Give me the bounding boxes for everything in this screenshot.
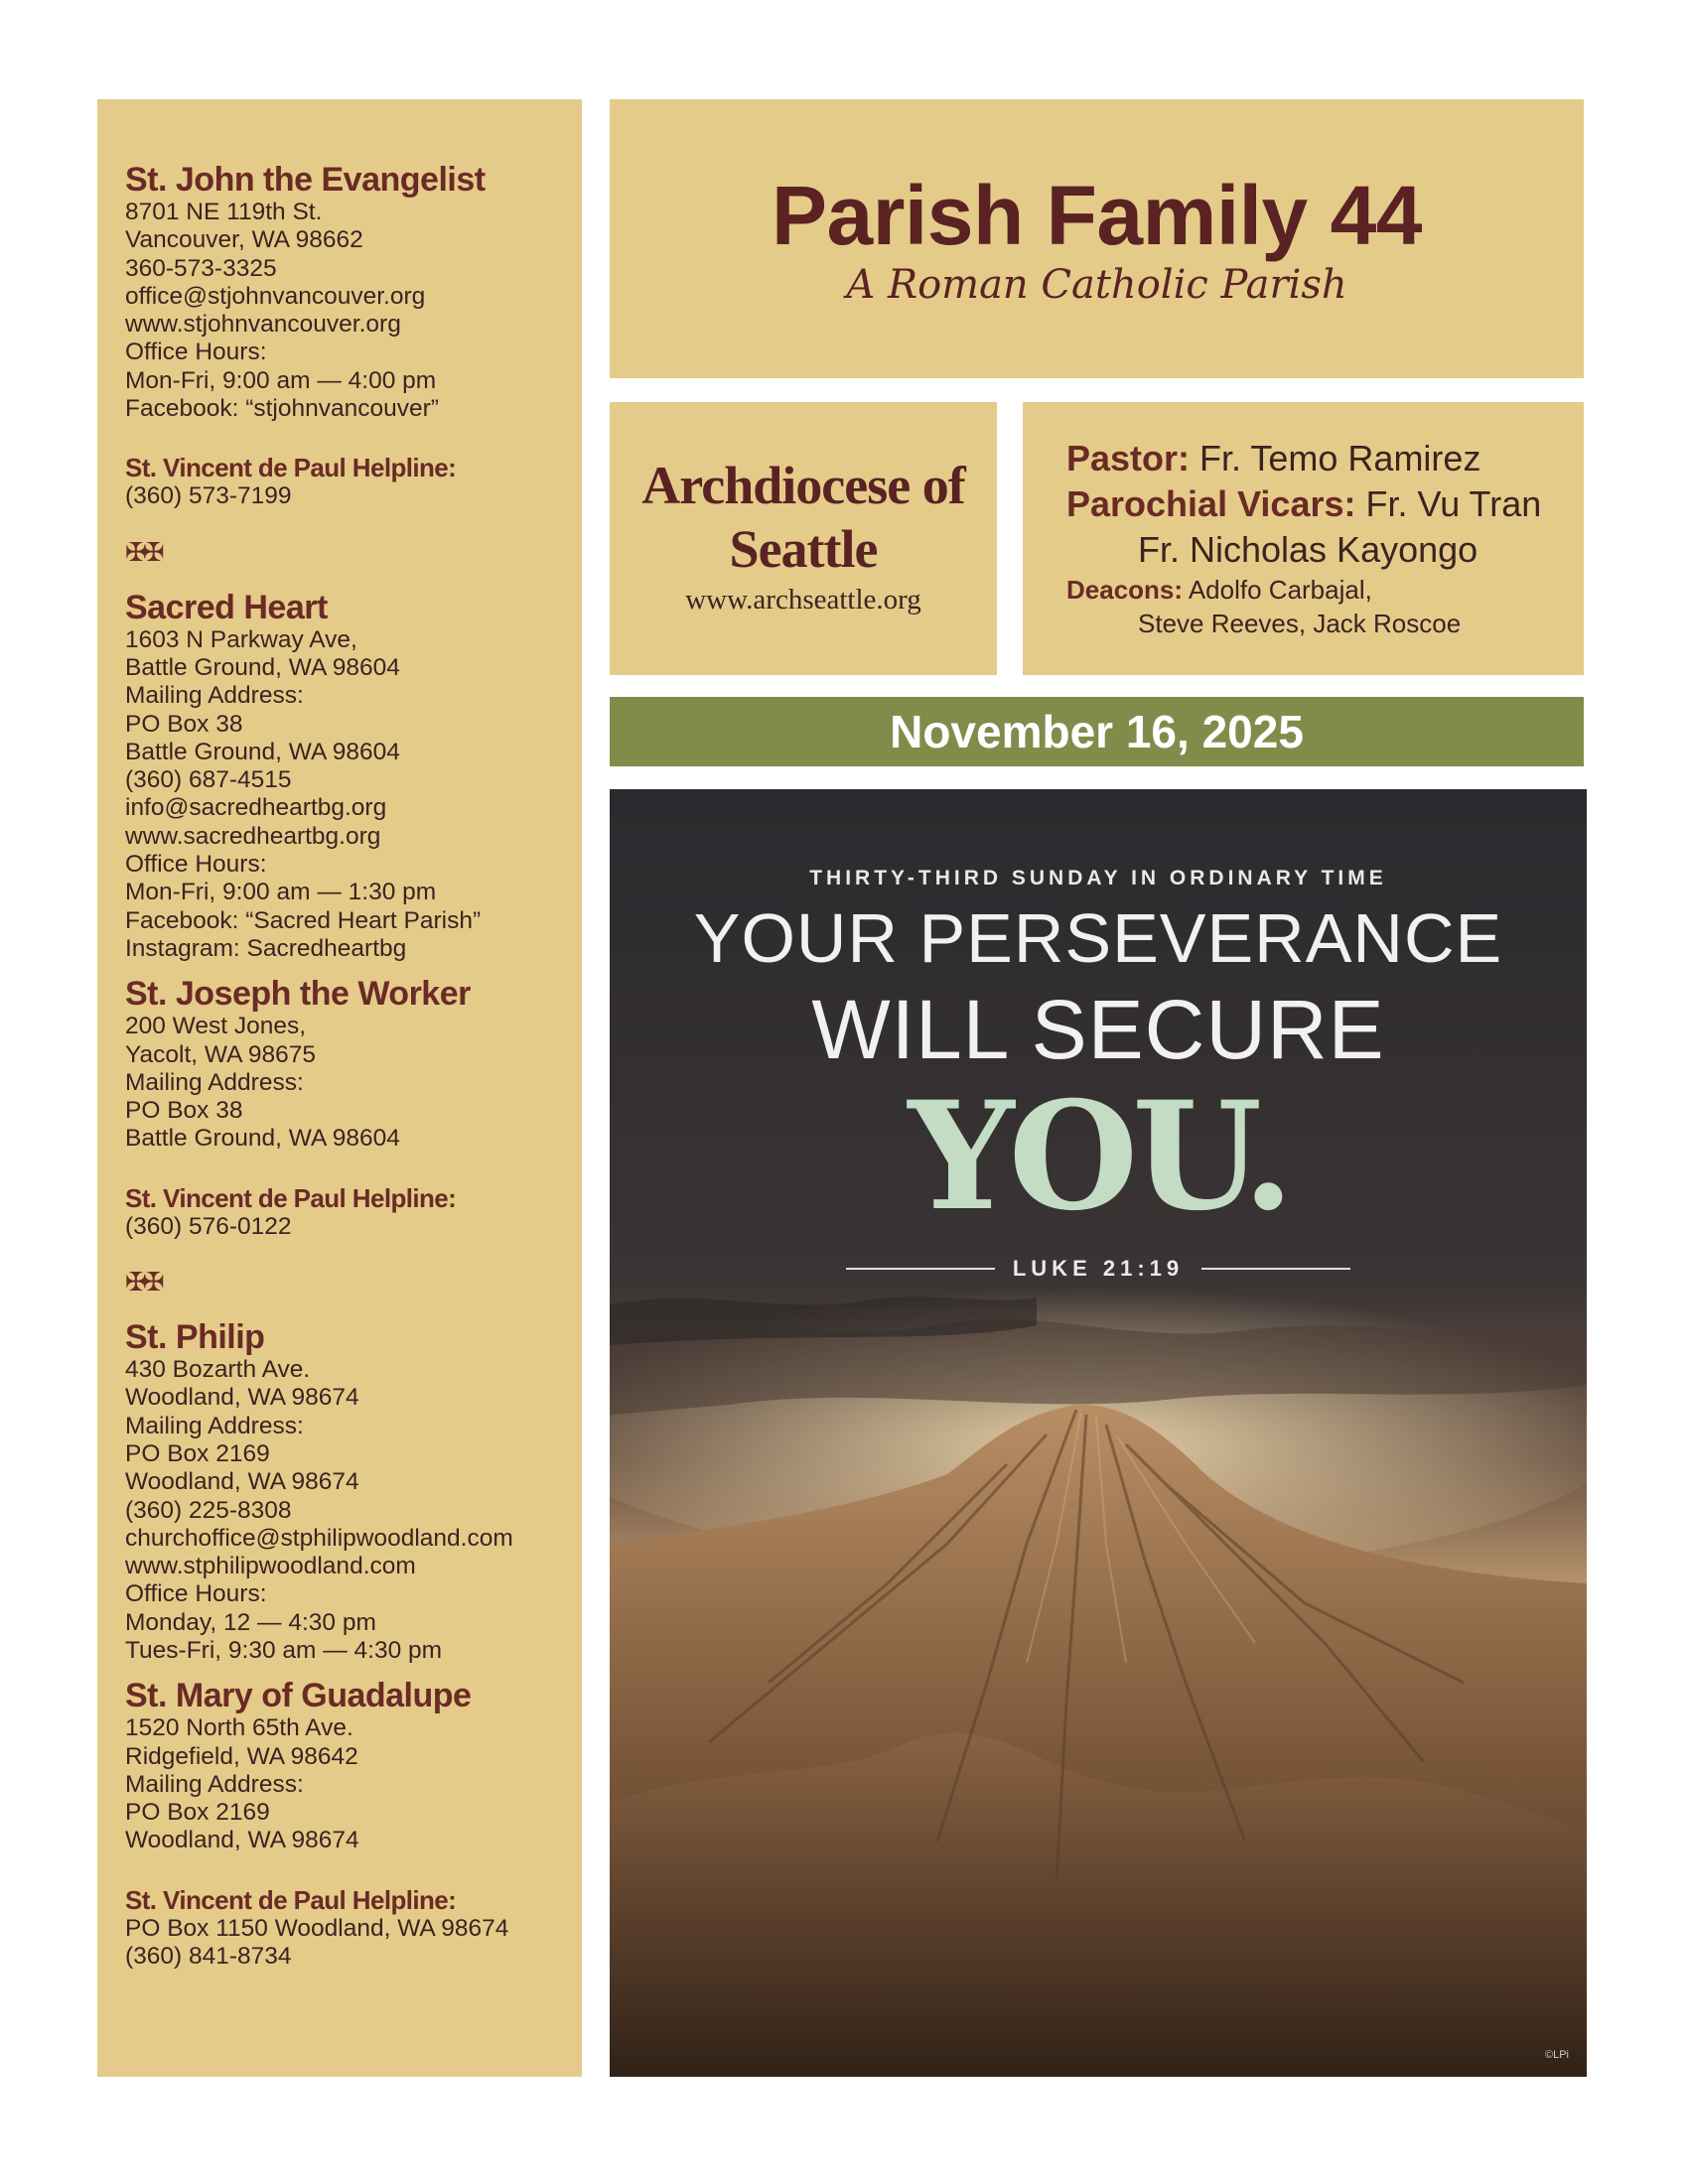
mailing-city: Battle Ground, WA 98604 <box>125 1125 400 1153</box>
parish-address: 1603 N Parkway Ave, <box>125 625 357 653</box>
parish-email: info@sacredheartbg.org <box>125 794 387 822</box>
vicars-label: Parochial Vicars: <box>1066 483 1356 524</box>
helpline-address: PO Box 1150 Woodland, WA 98674 <box>125 1914 509 1942</box>
parish-address: 8701 NE 119th St. <box>125 199 323 225</box>
helpline-title: St. Vincent de Paul Helpline: <box>125 1884 457 1915</box>
helpline-phone: (360) 841-8734 <box>125 1943 292 1971</box>
parish-website: www.sacredheartbg.org <box>125 822 381 850</box>
deacons-row <box>1066 573 1584 607</box>
parish-address: 430 Bozarth Ave. <box>125 1356 311 1384</box>
office-hours-weekdays: Tues-Fri, 9:30 am — 4:30 pm <box>125 1636 443 1664</box>
archdiocese-panel <box>610 402 997 675</box>
office-hours-label: Office Hours: <box>125 1580 267 1608</box>
parish-phone: (360) 687-4515 <box>125 766 292 794</box>
archdiocese-url: www.archseattle.org <box>685 584 921 615</box>
instagram: Instagram: Sacredheartbg <box>125 934 407 962</box>
facebook: Facebook: “Sacred Heart Parish” <box>125 906 482 934</box>
scripture-reference <box>610 1256 1587 1282</box>
parish-city: Vancouver, WA 98662 <box>125 226 363 254</box>
deacons-names: Adolfo Carbajal, <box>1188 575 1372 605</box>
parish-name: Sacred Heart <box>125 588 328 626</box>
vicar-name: Fr. Nicholas Kayongo <box>1138 529 1478 570</box>
vicars-row <box>1066 481 1584 527</box>
parish-address: 1520 North 65th Ave. <box>125 1714 353 1742</box>
helpline-title: St. Vincent de Paul Helpline: <box>125 453 457 483</box>
pastor-row <box>1066 436 1584 481</box>
helpline-phone: (360) 576-0122 <box>125 1212 292 1240</box>
mailing-box: PO Box 2169 <box>125 1439 270 1467</box>
bulletin-header <box>610 99 1584 378</box>
archdiocese-name <box>610 454 997 581</box>
office-hours-label: Office Hours: <box>125 339 267 366</box>
image-credit: ©LPi <box>1544 2049 1569 2061</box>
parish-name: St. Mary of Guadalupe <box>125 1677 472 1715</box>
parish-city: Ridgefield, WA 98642 <box>125 1742 358 1770</box>
parish-name: St. Philip <box>125 1318 265 1357</box>
office-hours: Mon-Fri, 9:00 am — 1:30 pm <box>125 879 437 906</box>
deacons-names-cont: Steve Reeves, Jack Roscoe <box>1138 609 1462 638</box>
divider-rule <box>1201 1268 1350 1270</box>
mailing-label: Mailing Address: <box>125 1068 304 1096</box>
parish-website: www.stphilipwoodland.com <box>125 1553 416 1580</box>
pastor-label: Pastor: <box>1066 438 1191 478</box>
poster-headline-line2: WILL SECURE <box>811 983 1385 1076</box>
cross-separator: ✠✠ <box>125 536 161 567</box>
mailing-box: PO Box 38 <box>125 710 243 738</box>
cross-separator: ✠✠ <box>125 1267 161 1297</box>
parish-phone: (360) 225-8308 <box>125 1496 292 1524</box>
scripture-poster-image <box>610 789 1587 2077</box>
helpline-title: St. Vincent de Paul Helpline: <box>125 1182 457 1213</box>
parish-city: Woodland, WA 98674 <box>125 1384 359 1412</box>
page-subtitle: A Roman Catholic Parish <box>846 262 1347 308</box>
parish-directory-sidebar <box>97 99 582 2077</box>
poster-kicker: THIRTY-THIRD SUNDAY IN ORDINARY TIME <box>809 867 1387 889</box>
parish-email: churchoffice@stphilipwoodland.com <box>125 1524 513 1552</box>
mailing-city: Battle Ground, WA 98604 <box>125 738 400 765</box>
helpline-phone: (360) 573-7199 <box>125 482 292 510</box>
page-title: Parish Family 44 <box>771 169 1423 262</box>
office-hours-label: Office Hours: <box>125 851 267 879</box>
mailing-label: Mailing Address: <box>125 1770 304 1798</box>
mailing-city: Woodland, WA 98674 <box>125 1827 359 1854</box>
parish-st-joseph <box>125 975 582 1241</box>
parish-city: Yacolt, WA 98675 <box>125 1040 317 1068</box>
pastor-name: Fr. Temo Ramirez <box>1199 438 1481 478</box>
parish-name: St. John the Evangelist <box>125 161 486 199</box>
mailing-label: Mailing Address: <box>125 682 304 710</box>
divider-rule <box>846 1268 995 1270</box>
clergy-panel <box>1023 402 1584 675</box>
poster-headline-emphasis: YOU. <box>908 1069 1289 1244</box>
mailing-label: Mailing Address: <box>125 1412 304 1439</box>
archdiocese-name-line1: Archdiocese of <box>641 456 965 515</box>
parish-address: 200 West Jones, <box>125 1013 307 1040</box>
parish-st-john <box>125 161 582 511</box>
archdiocese-name-line2: Seattle <box>729 519 878 579</box>
mailing-box: PO Box 2169 <box>125 1799 270 1827</box>
parish-st-philip <box>125 1318 582 1665</box>
bulletin-date: November 16, 2025 <box>610 697 1584 766</box>
vicar-name: Fr. Vu Tran <box>1365 483 1542 524</box>
mailing-box: PO Box 38 <box>125 1097 243 1125</box>
parish-city: Battle Ground, WA 98604 <box>125 653 400 681</box>
mailing-city: Woodland, WA 98674 <box>125 1468 359 1496</box>
parish-phone: 360-573-3325 <box>125 254 277 282</box>
parish-email: office@stjohnvancouver.org <box>125 282 426 310</box>
parish-st-mary <box>125 1677 582 1971</box>
deacons-label: Deacons: <box>1066 575 1184 605</box>
facebook: Facebook: “stjohnvancouver” <box>125 395 439 423</box>
office-hours: Mon-Fri, 9:00 am — 4:00 pm <box>125 366 437 394</box>
office-hours-monday: Monday, 12 — 4:30 pm <box>125 1608 376 1636</box>
parish-name: St. Joseph the Worker <box>125 975 471 1014</box>
scripture-reference-text: LUKE 21:19 <box>1012 1256 1185 1281</box>
parish-sacred-heart <box>125 589 582 964</box>
poster-headline-line1: YOUR PERSEVERANCE <box>693 899 1503 977</box>
parish-website: www.stjohnvancouver.org <box>125 311 401 339</box>
